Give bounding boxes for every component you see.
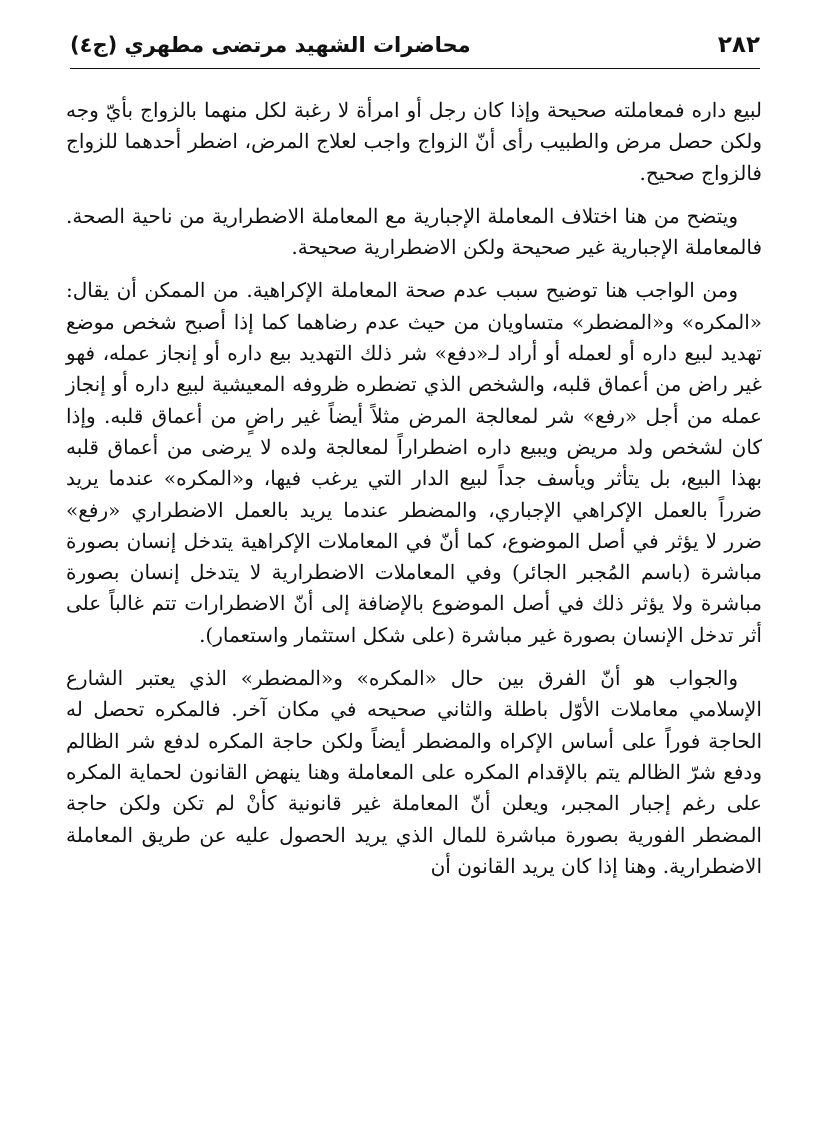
page-number: ٢٨٢	[717, 32, 760, 58]
paragraph-continuation: لبيع داره فمعاملته صحيحة وإذا كان رجل أو امرأة لا رغبة لكل منهما بالزواج بأيّ وجه ولكن حصل مرض والطبيب رأى أنّ الزواج واجب لعلاج المرض، اضطر أحدهما للزواج فالزواج صحيح.	[66, 98, 762, 185]
paragraph-answer: والجواب هو أنّ الفرق بين حال «المكره» و«المضطر» الذي يعتبر الشارع الإسلامي معاملات الأوّل باطلة والثاني صحيحه في مكان آخر. فالمكره تحصل له الحاجة فوراً على أساس الإكراه والمضطر أيضاً ولكن حاجة المكره لدفع شر الظالم ودفع شرّ الظالم يتم بالإقدام المكره على المعاملة وهنا ينهض القانون لحماية المكره على رغم إجبار المجبر، ويعلن أنّ المعاملة غير قانونية كأنْ لم تكن ولكن حاجة المضطر الفورية بصورة مباشرة للمال الذي يريد الحصول عليه عن طريق المعاملة الاضطرارية. وهنا إذا كان يريد القانون أن	[66, 666, 762, 878]
paragraph-coercion-question: ومن الواجب هنا توضيح سبب عدم صحة المعاملة الإكراهية. من الممكن أن يقال: «المكره» و«المضطر» متساويان من حيث عدم رضاهما كما إذا أصبح شخص موضع تهديد لبيع داره أو لعمله أو أراد لـ«دفع» شر ذلك التهديد بيع داره أو إنجاز عمله، فهو غير راض من أعماق قلبه، والشخص الذي تضطره ظروفه المعيشية لبيع داره أو إنجاز عمله من أجل «رفع» شر لمعالجة المرض مثلاً أيضاً غير راضٍ من أعماق قلبه. وإذا كان لشخص ولد مريض ويبيع داره اضطراراً لمعالجة ولده لا يرضى من أعماق قلبه بهذا البيع، بل يتأثر ويأسف جداً لبيع الدار التي يرغب فيها، و«المكره» عندما يريد ضرراً بالعمل الإكراهي الإجباري، والمضطر عندما يريد بالعمل الاضطراري «رفع» ضرر لا يؤثر في أصل الموضوع، كما أنّ في المعاملات الإكراهية يتدخل إنسان بصورة مباشرة (باسم المُجبر الجائر) وفي المعاملات الاضطرارية لا يتدخل إنسان بصورة مباشرة ولا يؤثر ذلك في أصل الموضوع بالإضافة إلى أنّ الاضطرارات تتم غالباً على أثر تدخل الإنسان بصورة غير مباشرة (على شكل استثمار واستعمار).	[66, 278, 762, 647]
page-header	[70, 28, 760, 68]
running-title: محاضرات الشهيد مرتضى مطهري (ج٤)	[70, 33, 471, 57]
header-divider	[70, 68, 760, 69]
paragraph-distinction: ويتضح من هنا اختلاف المعاملة الإجبارية مع المعاملة الاضطرارية من ناحية الصحة. فالمعاملة الإجبارية غير صحيحة ولكن الاضطرارية صحيحة.	[66, 203, 762, 260]
page-body	[66, 95, 762, 894]
